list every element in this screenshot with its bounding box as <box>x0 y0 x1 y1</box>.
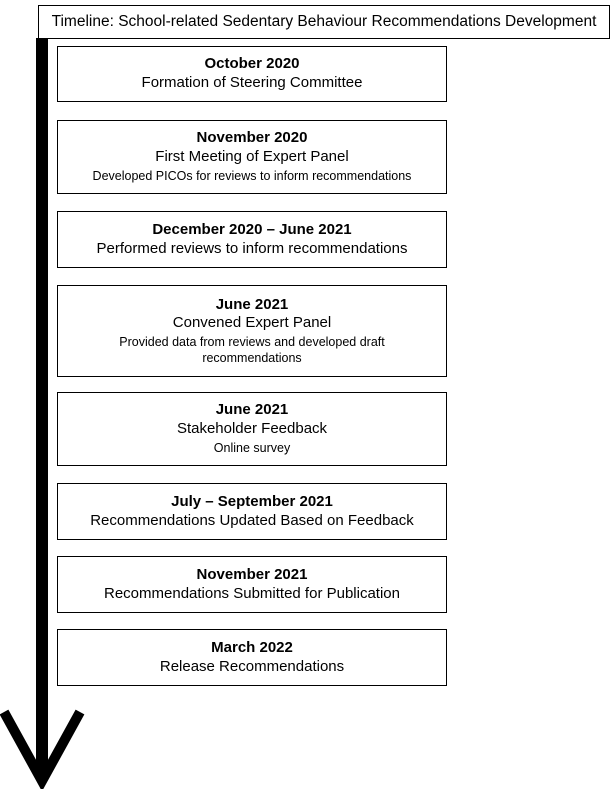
step-date: June 2021 <box>215 295 289 313</box>
step-detail: Online survey <box>213 440 291 455</box>
step-date: March 2022 <box>211 638 293 656</box>
timeline-step-2 <box>57 120 447 194</box>
timeline-step-8 <box>57 629 447 686</box>
step-detail: Developed PICOs for reviews to inform recommendations <box>92 168 412 183</box>
timeline-step-4 <box>57 285 447 377</box>
timeline-step-6 <box>57 483 447 540</box>
step-event: Release Recommendations <box>159 657 345 675</box>
step-event: First Meeting of Expert Panel <box>155 148 349 166</box>
step-event: Performed reviews to inform recommendations <box>96 239 408 257</box>
step-event: Recommendations Submitted for Publication <box>104 584 400 602</box>
step-event: Recommendations Updated Based on Feedback <box>90 511 414 529</box>
step-date: November 2020 <box>196 129 308 147</box>
step-event: Stakeholder Feedback <box>176 420 328 438</box>
step-event: Convened Expert Panel <box>172 314 332 332</box>
timeline-step-5 <box>57 392 447 466</box>
step-date: December 2020 – June 2021 <box>152 220 352 238</box>
timeline-step-7 <box>57 556 447 613</box>
step-date: July – September 2021 <box>171 492 333 510</box>
timeline-step-1 <box>57 46 447 102</box>
step-date: November 2021 <box>196 565 308 583</box>
step-event: Formation of Steering Committee <box>141 74 363 91</box>
timeline-arrow-shaft <box>36 38 48 778</box>
step-date: June 2021 <box>215 401 289 419</box>
timeline-step-3 <box>57 211 447 268</box>
step-detail: Provided data from reviews and developed draft recommendations <box>119 335 385 365</box>
timeline-title: Timeline: School-related Sedentary Behaviour Recommendations Development <box>38 5 610 39</box>
step-date: October 2020 <box>204 55 300 73</box>
